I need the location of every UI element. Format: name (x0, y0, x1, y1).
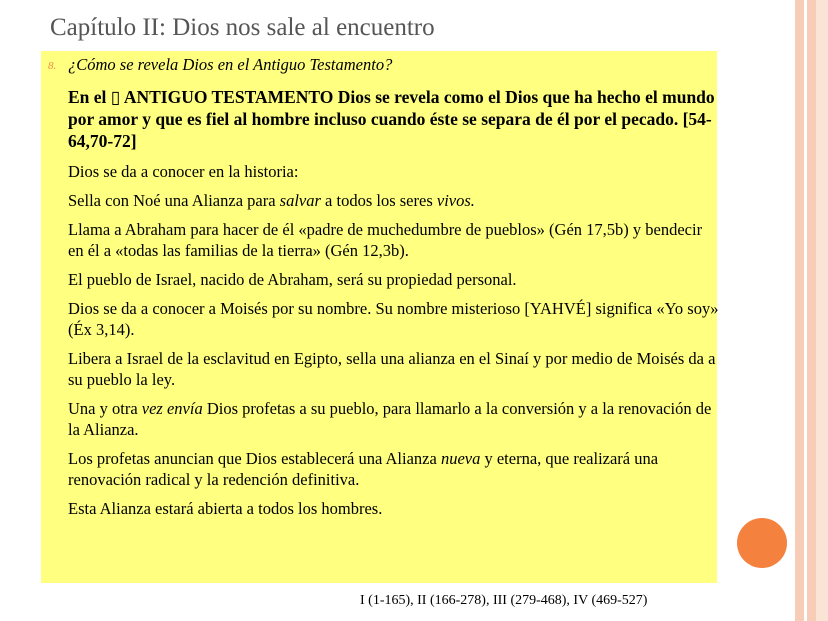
orange-circle-icon (737, 518, 787, 568)
paragraph-noe-emphasis-vivos: vivos. (436, 191, 475, 210)
lead-statement: En el ▯ ANTIGUO TESTAMENTO Dios se revela como el Dios que ha hecho el mundo por amor y que es fiel al hombre incluso cuando éste se separa de él por el pecado. [54-64,70-72] (68, 87, 715, 151)
paragraph-moises: Dios se da a conocer a Moisés por su nombre. Su nombre misterioso [YAHVÉ] significa «Yo soy» (Éx 3,14). (68, 299, 719, 339)
paragraph-profetas-part-2: Dios profetas a su pueblo, para llamarlo a la conversión y a la renovación de la Alianza. (68, 399, 712, 439)
slide-title: Capítulo II: Dios nos sale al encuentro (50, 14, 435, 41)
paragraph-profetas (68, 398, 720, 440)
paragraph-alianza-part-2: y eterna, que realizará una renovación radical y la redención definitiva. (68, 449, 659, 489)
body-text (68, 86, 720, 527)
right-decor-stripe (795, 0, 804, 621)
paragraph-profetas-part-1: Una y otra (68, 399, 142, 418)
paragraph-alianza-emphasis: nueva (440, 449, 481, 468)
paragraph-israel: El pueblo de Israel, nacido de Abraham, será su propiedad personal. (68, 270, 517, 289)
content-box (41, 51, 717, 583)
paragraph-alianza-nueva (68, 448, 720, 490)
footer-note: I (1-165), II (166-278), III (279-468), IV (469-527) (360, 593, 648, 608)
paragraph-alianza-part-1: Los profetas anuncian que Dios establecerá una Alianza (68, 449, 441, 468)
paragraph-noe (68, 190, 720, 211)
paragraph-abraham: Llama a Abraham para hacer de él «padre de muchedumbre de pueblos» (Gén 17,5b) y bendecir en él a «todas las familias de la tierra» (Gén 12,3b). (68, 220, 703, 260)
right-decor-stripe-edge (816, 0, 828, 621)
item-number: 8. (48, 60, 57, 72)
paragraph-noe-part-1: Sella con Noé una Alianza para (68, 191, 280, 210)
paragraph-egipto: Libera a Israel de la esclavitud en Egipto, sella una alianza en el Sinaí y por medio de Moisés da a su pueblo la ley. (68, 349, 716, 389)
paragraph-history: Dios se da a conocer en la historia: (68, 162, 299, 181)
paragraph-noe-part-2: a todos los seres (320, 191, 437, 210)
right-decor-stripe-inner (807, 0, 816, 621)
paragraph-noe-emphasis-salvar: salvar (279, 191, 321, 210)
question-heading: ¿Cómo se revela Dios en el Antiguo Testamento? (68, 55, 393, 74)
paragraph-alianza-abierta: Esta Alianza estará abierta a todos los hombres. (68, 499, 383, 518)
paragraph-profetas-emphasis: vez envía (141, 399, 203, 418)
